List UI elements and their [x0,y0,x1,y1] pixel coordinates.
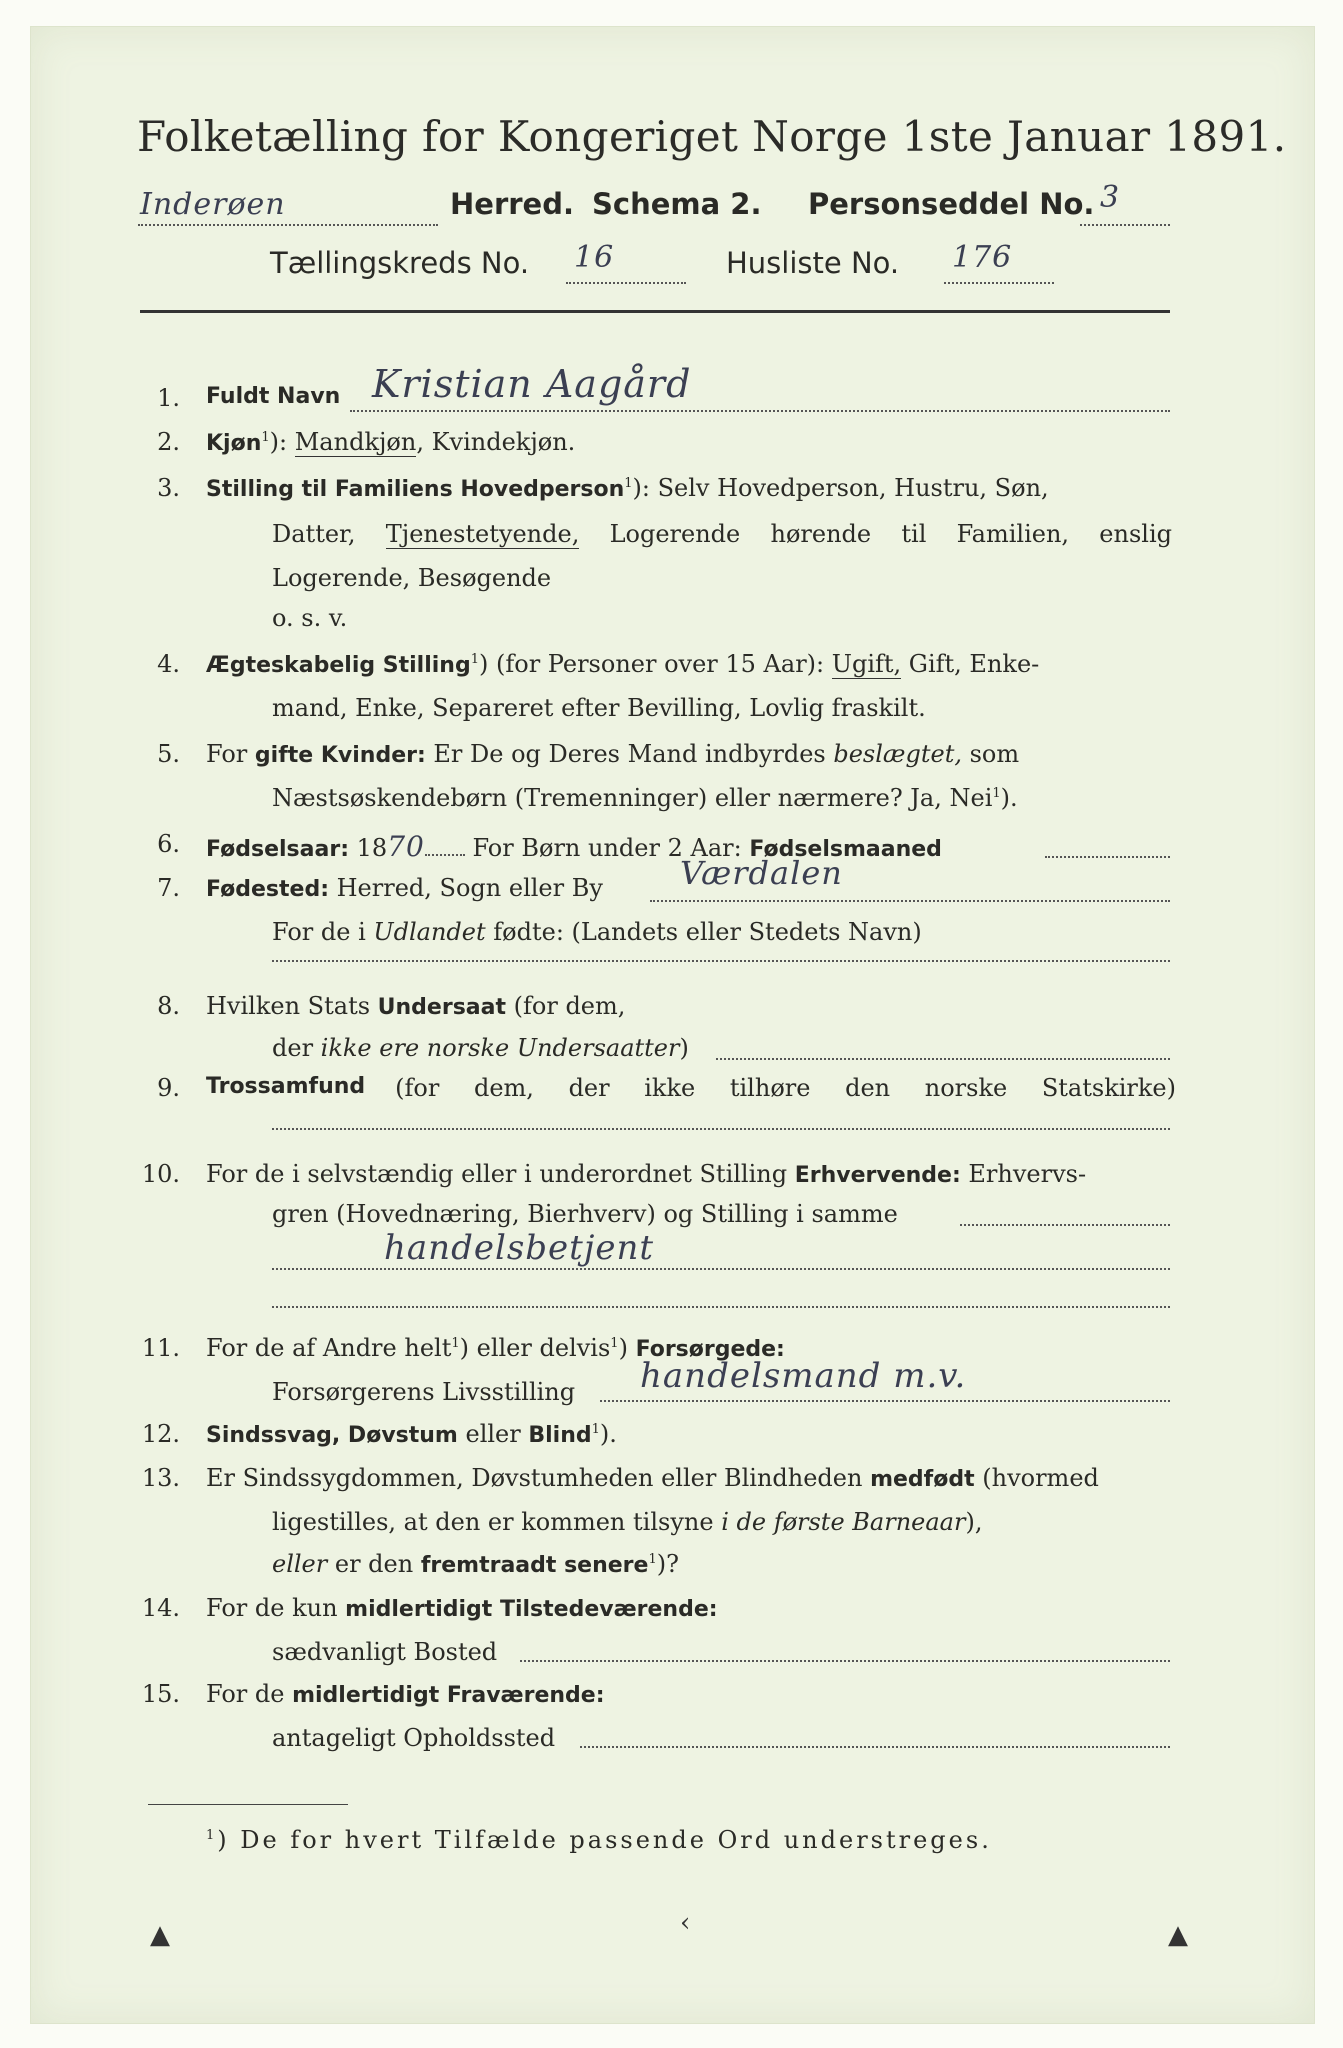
kreds-label: Tællingskreds No. [270,246,530,280]
herred-value: Inderøen [140,187,286,222]
item-9-dotline [272,1128,1170,1130]
item-10-dotline-3 [272,1306,1170,1308]
item-11-dotline [600,1400,1170,1402]
item-13-line-2: ligestilles, at den er kommen tilsyne i de første Barneaar), [272,1508,983,1536]
personseddel-label: Personseddel No. [808,187,1095,221]
item-8-line-1: Hvilken Stats Undersaat (for dem, [206,992,626,1020]
item-1-value: Kristian Aagård [372,362,692,406]
item-10-line-1: For de i selvstændig eller i underordnet Stilling Erhvervende: Erhvervs- [206,1160,1087,1188]
item-10-value: handelsbetjent [384,1228,655,1268]
item-13-line-3: eller er den fremtraadt senere$^1$)? [272,1550,679,1578]
item-3-line-3: Logerende, Besøgende [272,564,552,592]
item-11-value: handelsmand m.v. [640,1356,967,1396]
item-5-line-1: For gifte Kvinder: Er De og Deres Mand indbyrdes beslægtet, som [206,740,1020,768]
item-1-dotline [350,410,1170,412]
header-rule [140,310,1170,313]
item-11-line-1: For de af Andre helt$^1$) eller delvis$^1$) Forsørgede: [206,1334,785,1362]
personseddel-dotline [1080,224,1170,226]
item-7-line-1: Fødested: Herred, Sogn eller By [206,874,603,902]
personseddel-value: 3 [1100,180,1121,215]
item-10-line-2: gren (Hovednæring, Bierhverv) og Stilling i samme [272,1200,898,1228]
item-7-value: Værdalen [680,854,843,892]
item-13-number: 13. [141,1464,180,1492]
item-9-number: 9. [157,1074,180,1102]
husliste-value: 176 [952,240,1013,275]
item-6-dotline [1045,856,1170,858]
item-12-line: Sindssvag, Døvstum eller Blind$^1$). [206,1420,617,1448]
kreds-value: 16 [574,240,615,275]
item-13-line-1: Er Sindssygdommen, Døvstumheden eller Blindheden medfødt (hvormed [206,1464,1099,1492]
item-3-line-4: o. s. v. [272,604,348,632]
item-3-line-2: Datter, Tjenestetyende, Logerende hørende til Familien, enslig [272,520,1173,548]
item-14-dotline [520,1660,1170,1662]
item-7-line-2: For de i Udlandet fødte: (Landets eller Stedets Navn) [272,918,922,946]
corner-mark-right: ▲ [1168,1920,1188,1950]
item-9-line: Trossamfund (for dem, der ikke tilhøre den norske Statskirke) [206,1074,1176,1102]
item-10-dotline-1 [960,1224,1170,1226]
husliste-label: Husliste No. [726,246,900,280]
item-8-line-2: der ikke ere norske Undersaatter) [272,1034,689,1062]
item-6-line: Fødselsaar: 1870 For Børn under 2 Aar: Fødselsmaaned [206,830,942,863]
footnote: $^1$) De for hvert Tilfælde passende Ord understreges. [206,1826,992,1854]
item-6-number: 6. [157,830,180,858]
item-7-dotline-2 [272,960,1170,962]
item-3-number: 3. [157,474,180,502]
form-title: Folketælling for Kongeriget Norge 1ste Januar 1891. [137,112,1287,161]
footnote-rule [148,1804,348,1805]
item-15-line-1: For de midlertidigt Fraværende: [206,1680,605,1708]
census-form-page [30,26,1315,2024]
item-10-number: 10. [141,1160,180,1188]
item-5-number: 5. [157,740,180,768]
item-2-number: 2. [157,428,180,456]
item-12-number: 12. [141,1420,180,1448]
item-14-number: 14. [141,1594,180,1622]
item-1-label: Fuldt Navn [206,384,341,409]
item-2-text: Kjøn$^1$): Mandkjøn, Kvindekjøn. [206,428,576,456]
item-1-number: 1. [157,384,180,412]
kreds-dotline [566,282,686,284]
item-15-dotline [580,1746,1170,1748]
herred-label: Herred. [450,187,574,221]
item-8-number: 8. [157,992,180,1020]
item-7-number: 7. [157,874,180,902]
item-14-line-2: sædvanligt Bosted [272,1638,498,1666]
corner-mark-left: ▲ [150,1920,170,1950]
item-15-line-2: antageligt Opholdssted [272,1724,556,1752]
herred-dotline [138,224,438,226]
item-14-line-1: For de kun midlertidigt Tilstedeværende: [206,1594,718,1622]
item-4-line-2: mand, Enke, Separeret efter Bevilling, Lovlig fraskilt. [272,694,926,722]
item-4-number: 4. [157,650,180,678]
item-15-number: 15. [141,1680,180,1708]
schema-label: Schema 2. [592,187,762,221]
center-mark: ‹ [680,1908,691,1938]
husliste-dotline [944,282,1054,284]
item-11-line-2: Forsørgerens Livsstilling [272,1378,576,1406]
item-5-line-2: Næstsøskendebørn (Tremenninger) eller nærmere? Ja, Nei$^1$). [272,784,1018,812]
item-7-dotline [650,900,1170,902]
item-3-line-1: Stilling til Familiens Hovedperson$^1$): Selv Hovedperson, Hustru, Søn, [206,474,1049,502]
item-10-dotline-2 [272,1268,1170,1270]
item-8-dotline [716,1058,1170,1060]
item-4-line-1: Ægteskabelig Stilling$^1$) (for Personer over 15 Aar): Ugift, Gift, Enke- [206,650,1040,678]
item-11-number: 11. [141,1334,180,1362]
